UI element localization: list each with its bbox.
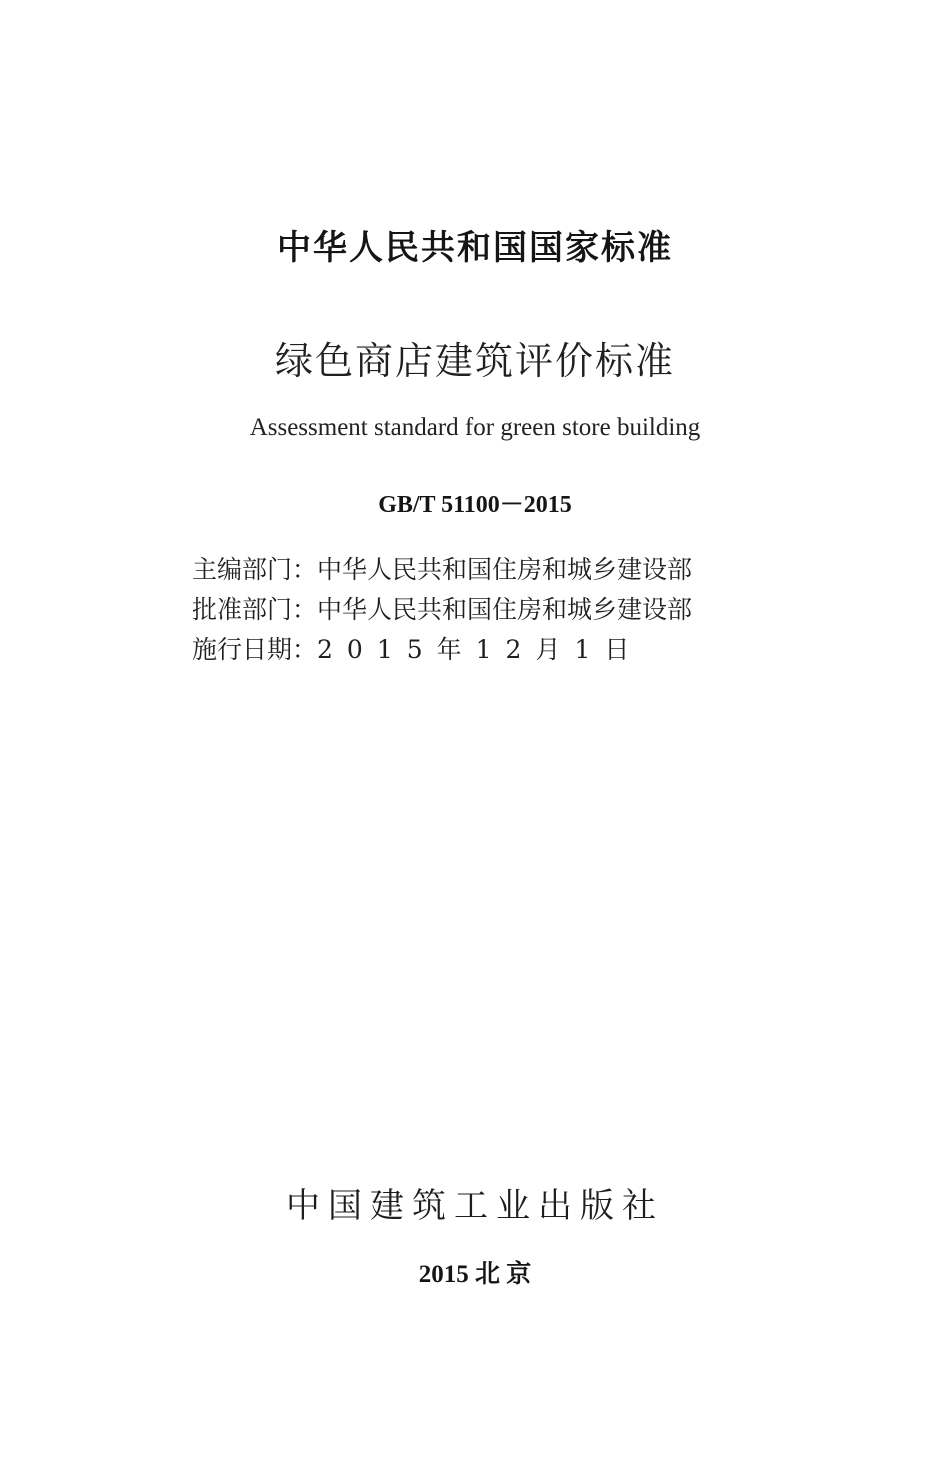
chief-editing-department-row [192,548,772,588]
effective-date-label: 施行日期： [192,635,318,664]
standard-title-english: Assessment standard for green store building [249,414,701,441]
chief-editing-department-value: 中华人民共和国住房和城乡建设部 [317,555,693,584]
publisher-name: 中国建筑工业出版社 [286,1186,664,1226]
approving-department-row [192,588,772,628]
effective-date-row [192,628,772,668]
standard-code: GB/T 51100－2015 [378,492,572,518]
effective-date-value: 2015年12月1日 [317,635,644,664]
publication-year-place: 2015 北 京 [418,1261,532,1288]
approving-department-value: 中华人民共和国住房和城乡建设部 [317,595,693,624]
approving-department-label: 批准部门： [192,595,318,624]
chief-editing-department-label: 主编部门： [192,555,318,584]
standard-title-chinese: 绿色商店建筑评价标准 [274,339,675,383]
standard-metadata [192,548,772,668]
national-standard-heading: 中华人民共和国国家标准 [277,228,673,268]
